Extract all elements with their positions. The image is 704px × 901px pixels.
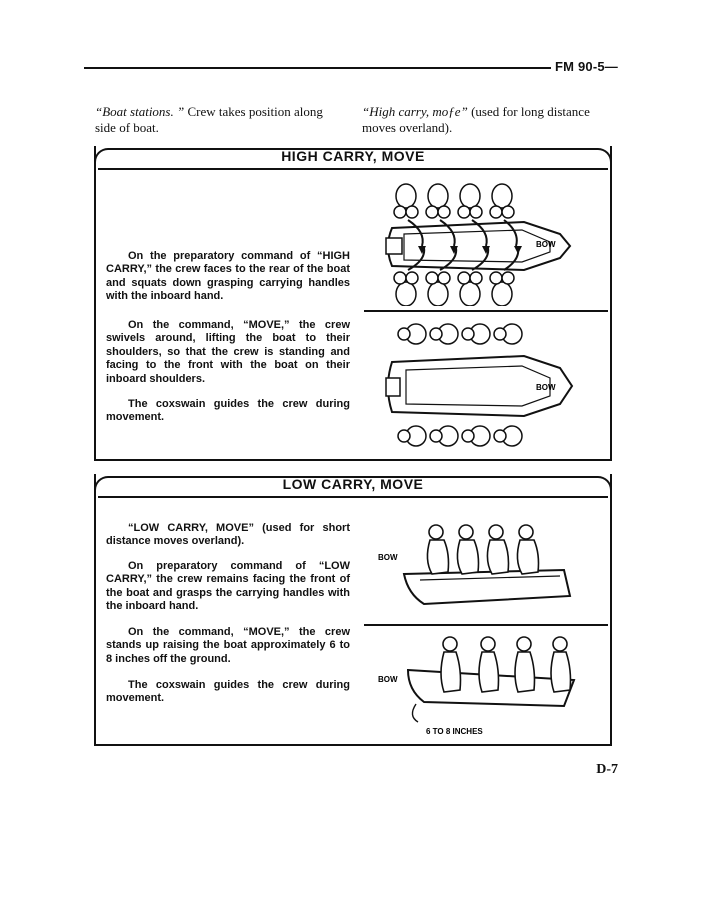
high-carry-para-3: The coxswain guides the crew during movement. bbox=[106, 398, 350, 424]
page-number: D-7 bbox=[596, 762, 618, 777]
high-carry-panel bbox=[94, 146, 612, 461]
low-carry-para-1: “LOW CARRY, MOVE” (used for short distance moves overland). bbox=[106, 522, 350, 548]
manual-number: FM 90-5— bbox=[551, 59, 618, 74]
high-carry-bow-label-top: BOW bbox=[536, 240, 556, 249]
low-carry-standing-figure bbox=[364, 630, 608, 740]
header-rule bbox=[84, 67, 554, 69]
intro-right-text: (used for long distance moves overland). bbox=[362, 104, 590, 135]
low-carry-bow-label-bottom: BOW bbox=[378, 675, 398, 684]
low-carry-bow-label-top: BOW bbox=[378, 553, 398, 562]
high-carry-standing-figure bbox=[364, 316, 608, 456]
intro-left bbox=[95, 104, 343, 136]
low-carry-kneeling-figure bbox=[364, 504, 608, 622]
figure-divider bbox=[364, 624, 608, 626]
title-rule bbox=[98, 168, 608, 170]
low-carry-para-2: On preparatory command of “LOW CARRY,” the crew remains facing the front of the boat and grasps the carrying handles with the inboard hand. bbox=[106, 560, 350, 613]
intro-left-text: Crew takes position along side of boat. bbox=[95, 104, 323, 135]
high-carry-title: HIGH CARRY, MOVE bbox=[281, 148, 425, 164]
high-carry-squat-figure bbox=[364, 176, 608, 306]
figure-divider bbox=[364, 310, 608, 312]
high-carry-para-2: On the command, “MOVE,” the crew swivels around, lifting the boat to their shoulders, so that the crew is standing and facing to the front with the boat on their inboard shoulders. bbox=[106, 319, 350, 385]
height-label: 6 TO 8 INCHES bbox=[426, 727, 483, 736]
low-carry-para-3: On the command, “MOVE,” the crew stands up raising the boat approximately 6 to 8 inches off the ground. bbox=[106, 626, 350, 665]
title-rule bbox=[98, 496, 608, 498]
high-carry-para-1: On the preparatory command of “HIGH CARRY,” the crew faces to the rear of the boat and squats down grasping carrying handles with the inboard hand. bbox=[106, 250, 350, 303]
intro-right bbox=[362, 104, 610, 136]
low-carry-panel bbox=[94, 474, 612, 746]
low-carry-para-4: The coxswain guides the crew during movement. bbox=[106, 679, 350, 705]
intro-left-quote: “Boat stations. ” bbox=[95, 104, 185, 119]
high-carry-bow-label-bottom: BOW bbox=[536, 383, 556, 392]
intro-right-quote: “High carry, moƒe” bbox=[362, 104, 468, 119]
low-carry-title: LOW CARRY, MOVE bbox=[282, 476, 424, 492]
